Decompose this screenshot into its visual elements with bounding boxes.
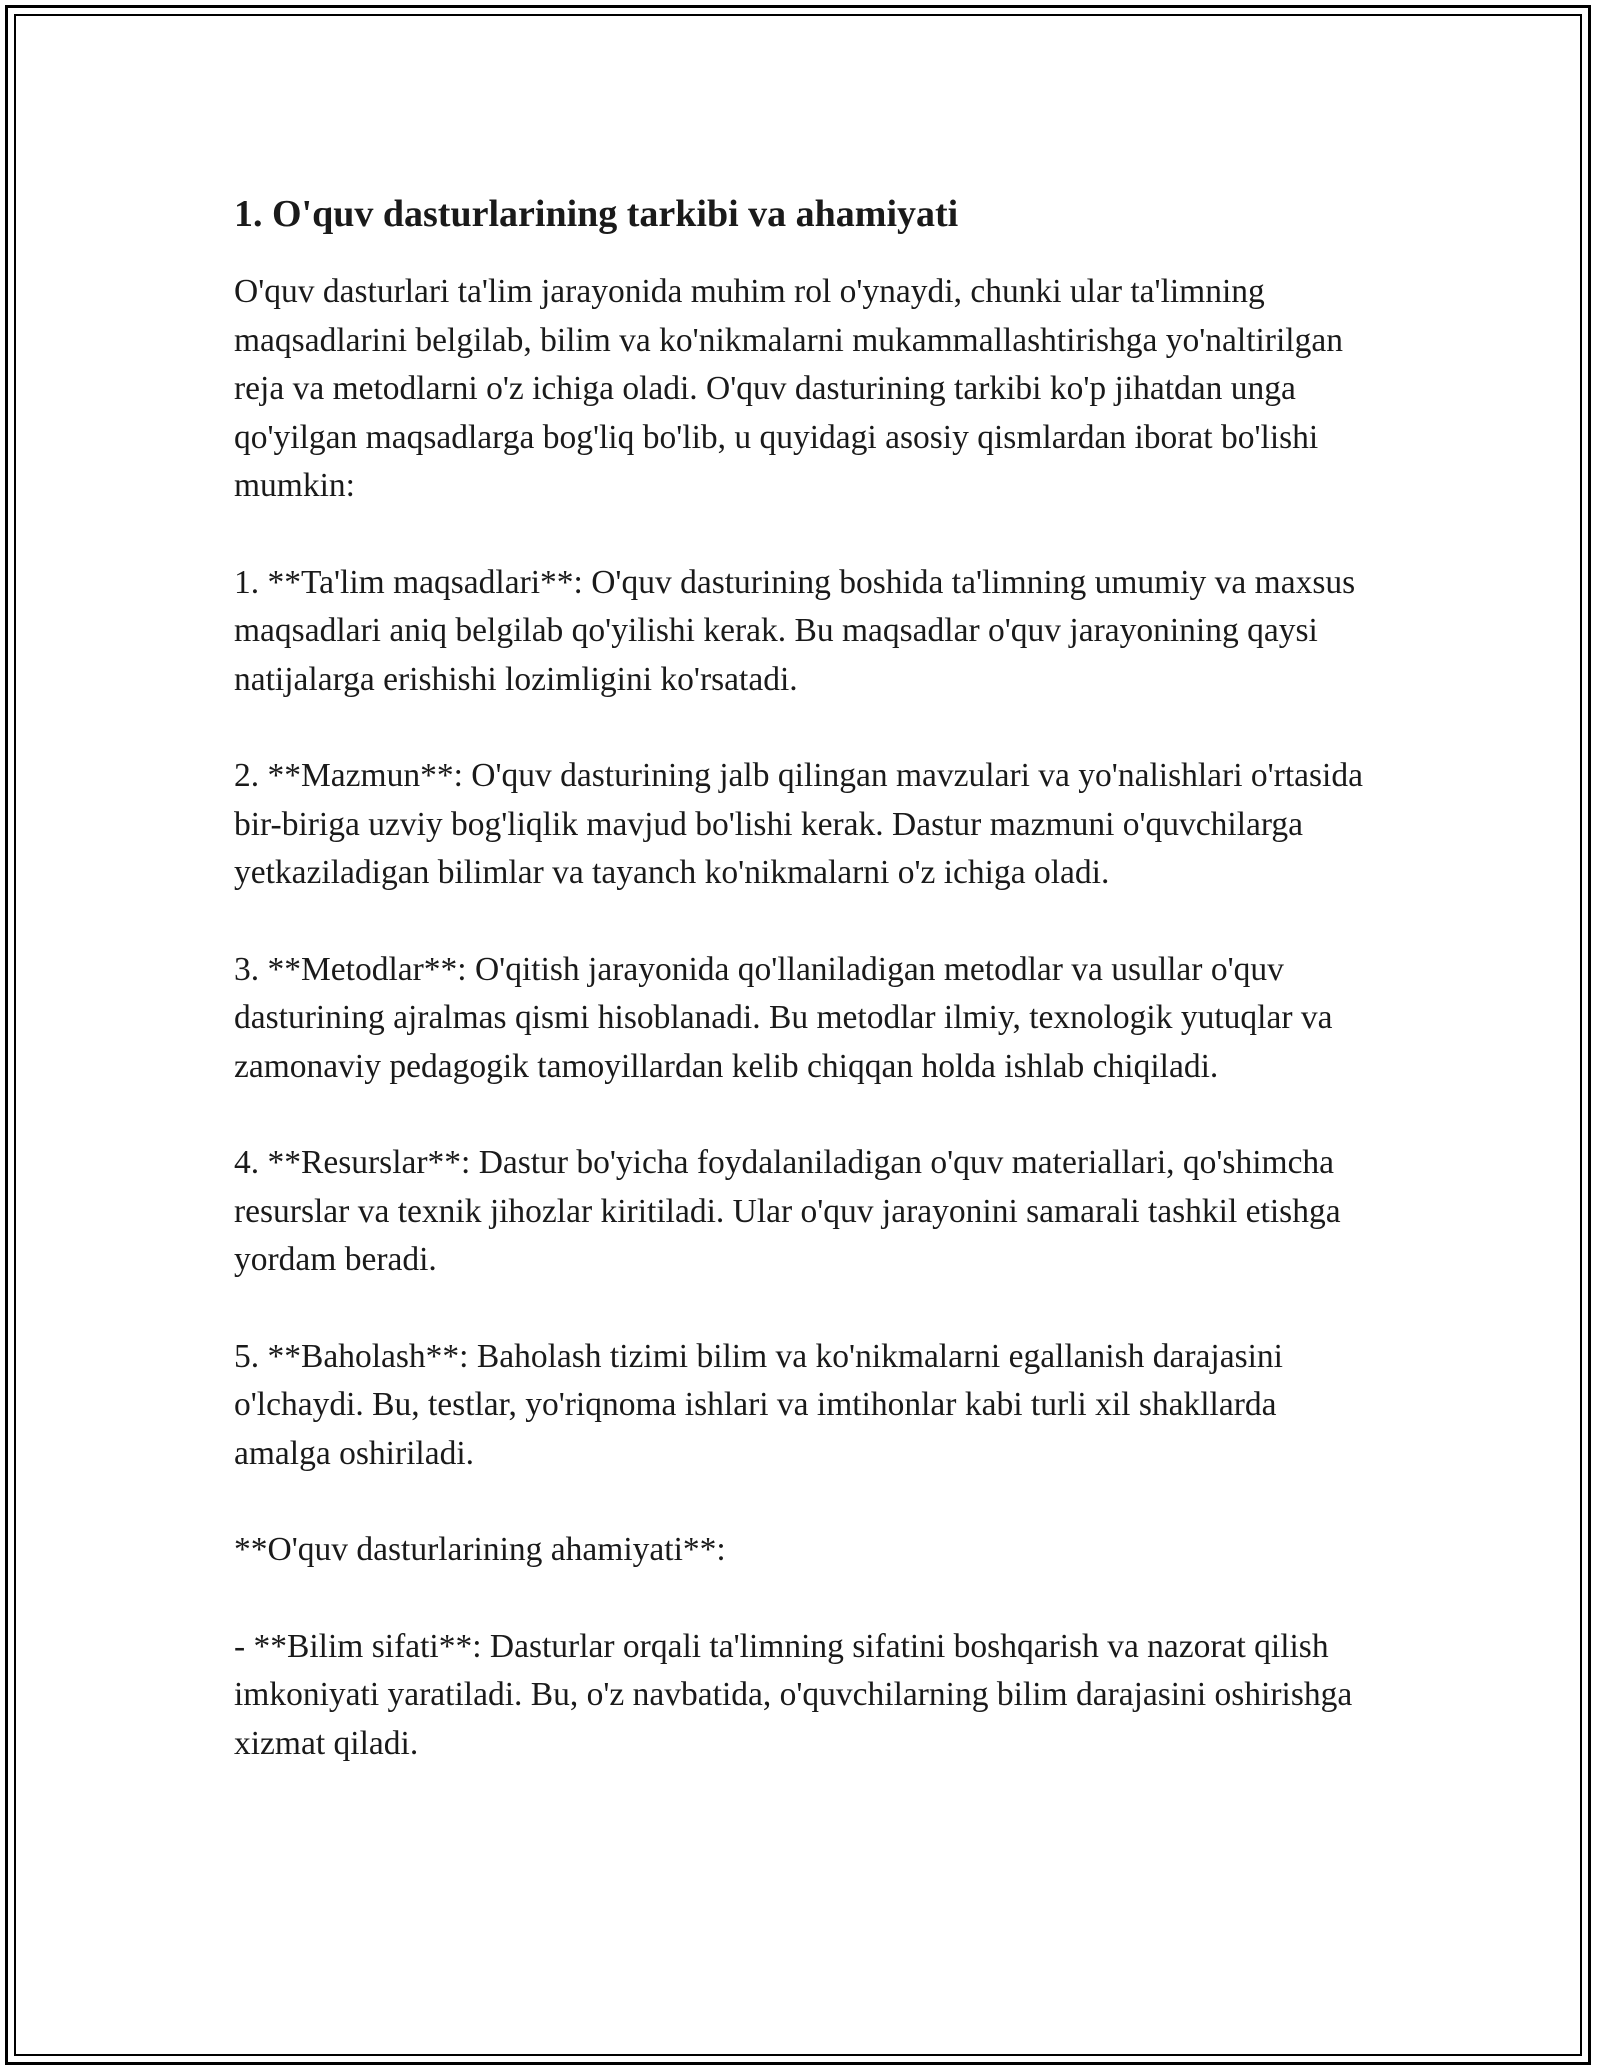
item-mazmun: 2. **Mazmun**: O'quv dasturining jalb qilingan mavzulari va yo'nalishlari o'rtasida bir-biriga uzviy bog'liqlik mavjud bo'lishi kerak. Dastur mazmuni o'quvchilarga yetkaziladigan bilimlar va tayanch ko'nikmalarni o'z ichiga oladi.: [234, 757, 1363, 891]
section-heading: 1. O'quv dasturlarining tarkibi va ahamiyati: [234, 193, 959, 235]
item-metodlar: 3. **Metodlar**: O'qitish jarayonida qo'llaniladigan metodlar va usullar o'quv dasturining ajralmas qismi hisoblanadi. Bu metodlar ilmiy, texnologik yutuqlar va zamonaviy pedagogik tamoyillardan kelib chiqqan holda ishlab chiqiladi.: [234, 950, 1333, 1085]
item-baholash: 5. **Baholash**: Baholash tizimi bilim va ko'nikmalarni egallanish darajasini o'lchaydi. Bu, testlar, yo'riqnoma ishlari va imtihonlar kabi turli xil shakllarda amalga oshiriladi.: [234, 1337, 1283, 1472]
intro-paragraph: O'quv dasturlari ta'lim jarayonida muhim rol o'ynaydi, chunki ular ta'limning maqsadlarini belgilab, bilim va ko'nikmalarni mukammallashtirishga yo'naltirilgan reja va metodlarni o'z ichiga oladi. O'quv dasturining tarkibi ko'p jihatdan unga qo'yilgan maqsadlarga bog'liq bo'lib, u quyidagi asosiy qismlardan iborat bo'lishi mumkin:: [234, 273, 1343, 504]
item-talim-maqsadlari: 1. **Ta'lim maqsadlari**: O'quv dasturining boshida ta'limning umumiy va maxsus maqsadlari aniq belgilab qo'yilishi kerak. Bu maqsadlar o'quv jarayonining qaysi natijalarga erishishi lozimligini ko'rsatadi.: [234, 563, 1356, 698]
item-resurslar: 4. **Resurslar**: Dastur bo'yicha foydalaniladigan o'quv materiallari, qo'shimcha resurslar va texnik jihozlar kiritiladi. Ular o'quv jarayonini samarali tashkil etishga yordam beradi.: [234, 1144, 1341, 1278]
subheading-ahamiyati: **O'quv dasturlarining ahamiyati**:: [234, 1531, 726, 1568]
bullet-bilim-sifati: - **Bilim sifati**: Dasturlar orqali ta'limning sifatini boshqarish va nazorat qilish imkoniyati yaratiladi. Bu, o'z navbatida, o'quvchilarning bilim darajasini oshirishga xizmat qiladi.: [234, 1627, 1353, 1762]
document-body: [234, 188, 1374, 1816]
